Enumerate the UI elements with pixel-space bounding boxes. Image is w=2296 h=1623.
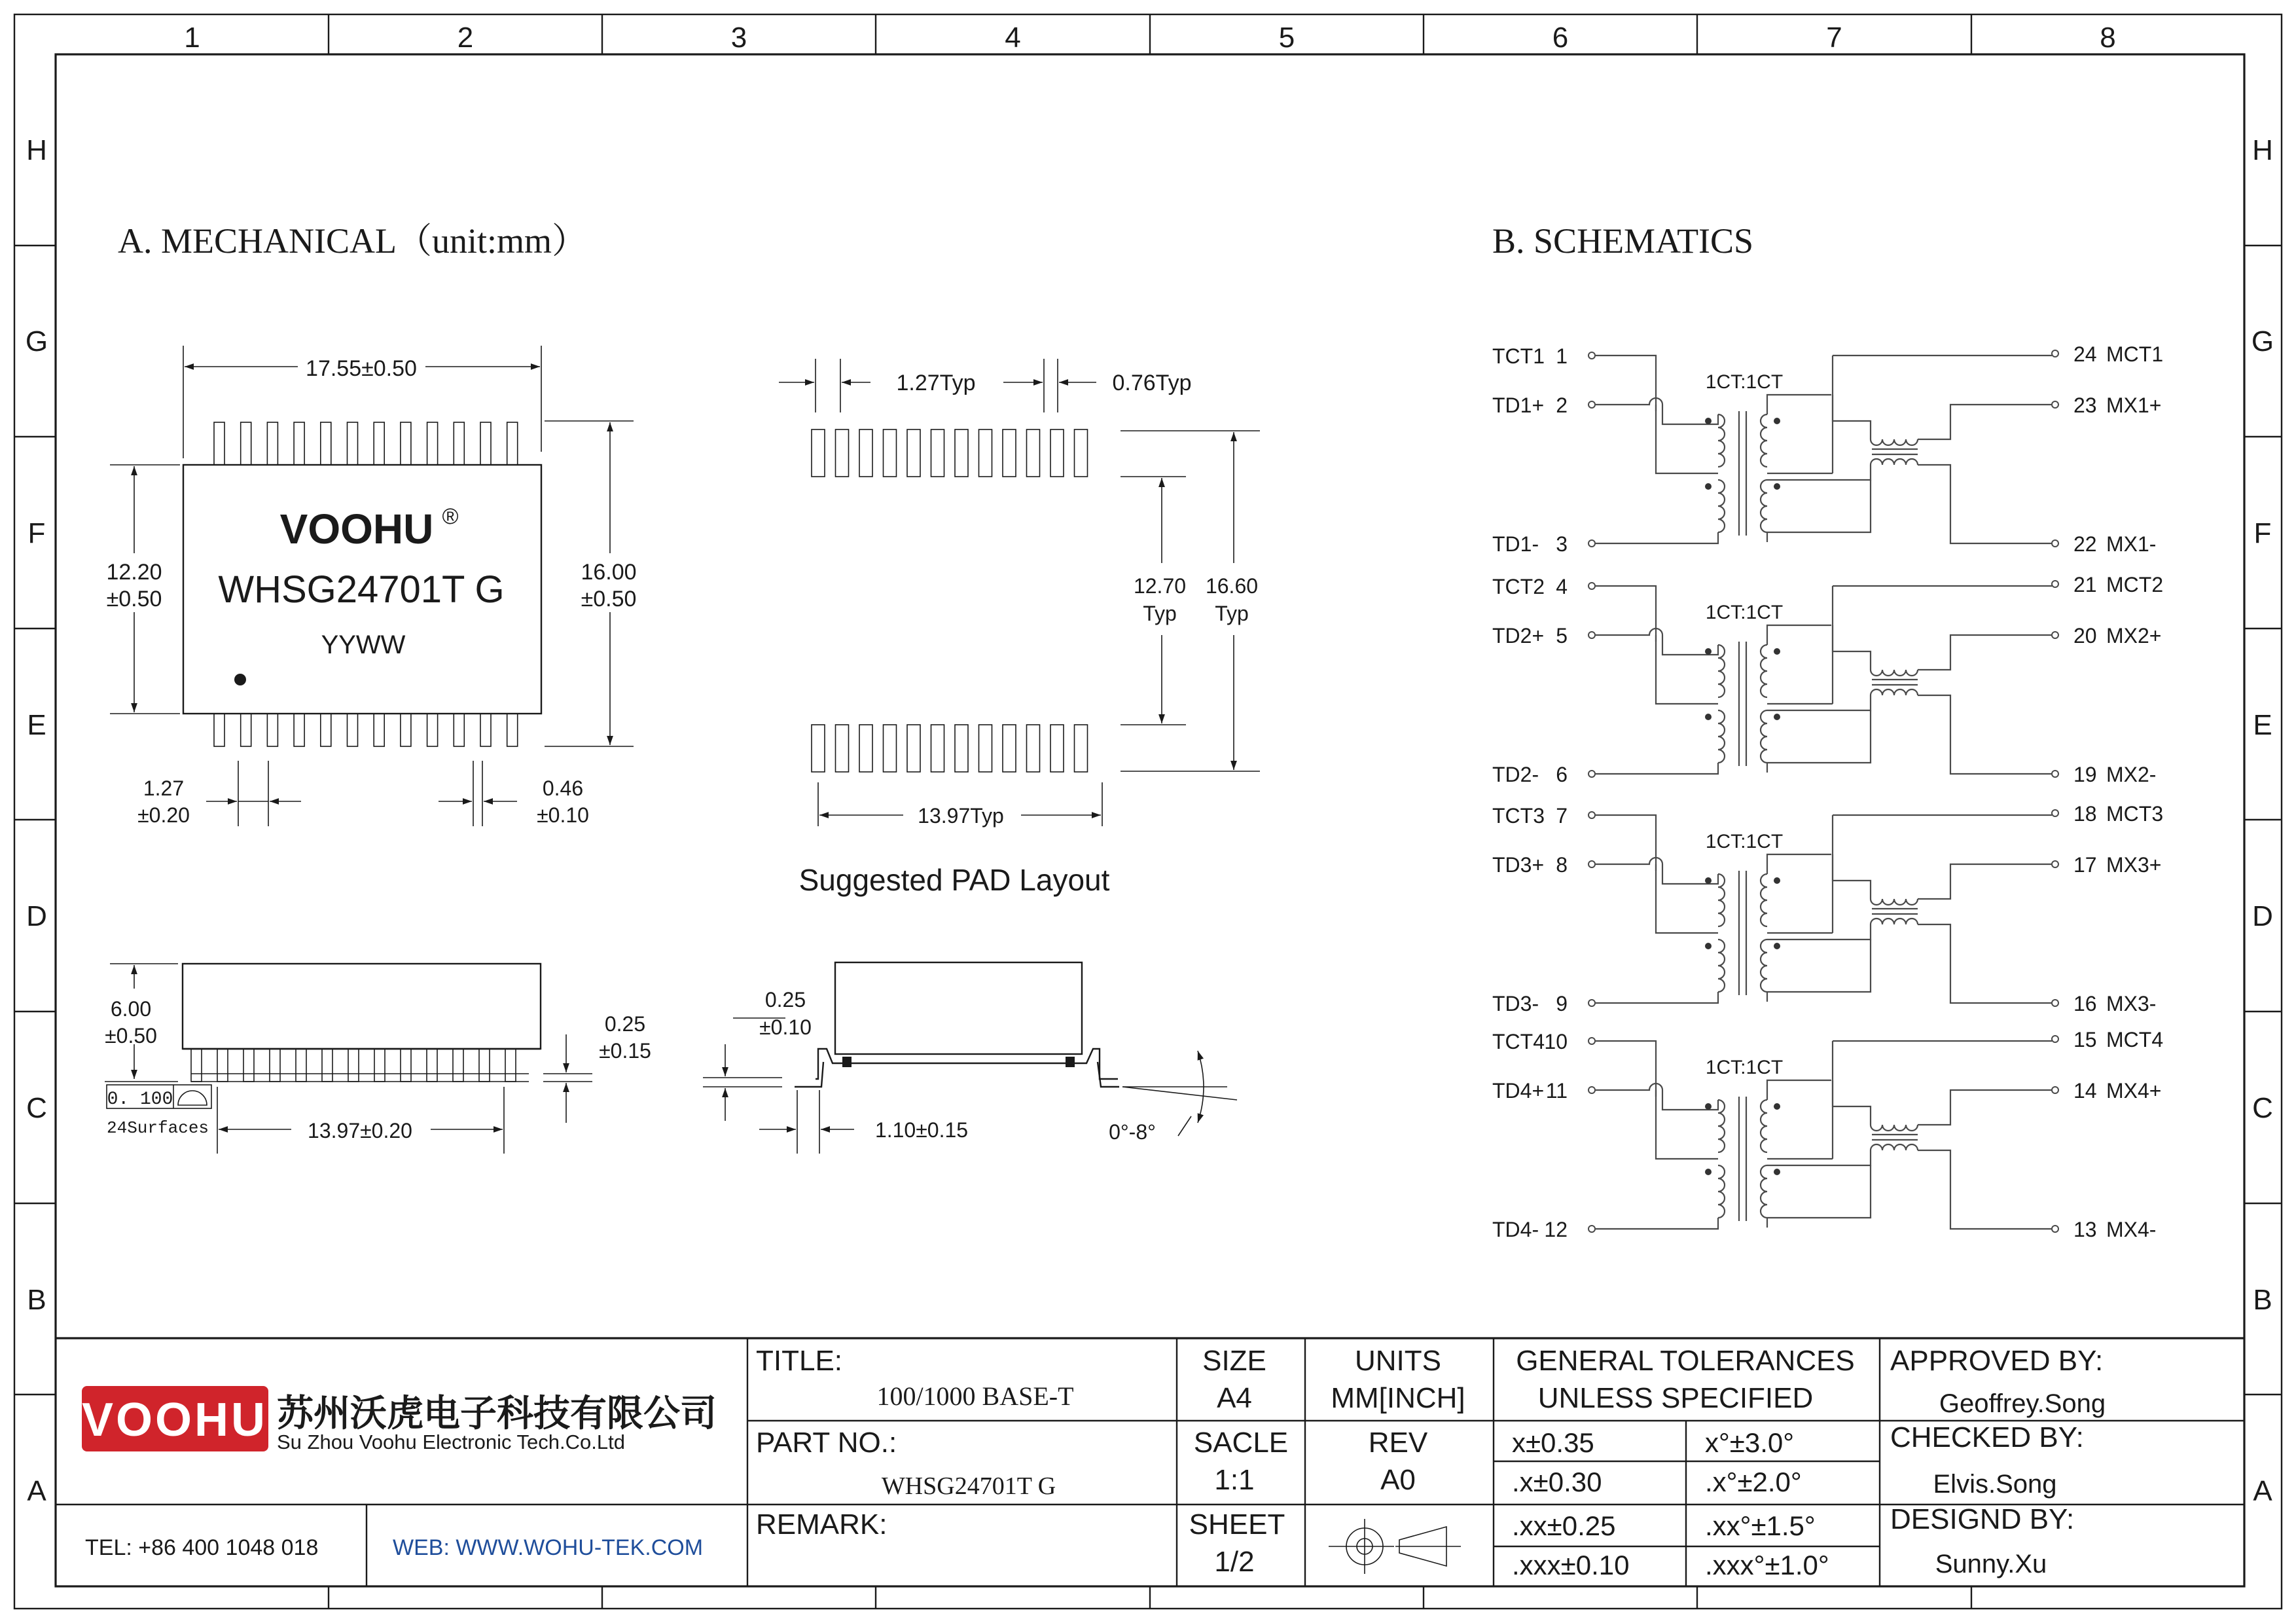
checked-value: Elvis.Song (1933, 1470, 2057, 1499)
pin-number-label: 14 (2073, 1079, 2097, 1103)
dim-foot-angle: 0°-8° (1109, 1120, 1156, 1144)
lead (505, 1049, 516, 1082)
side-body (183, 964, 541, 1049)
pin-name-label: TCT2 (1492, 575, 1545, 598)
dim-pad-inner-value: 12.70 (1133, 574, 1187, 598)
zone-column-label: 3 (730, 22, 747, 54)
pad (931, 429, 944, 477)
approved-label: APPROVED BY: (1890, 1345, 2104, 1377)
pad (955, 429, 968, 477)
title-value: 100/1000 BASE-T (876, 1381, 1074, 1411)
zone-column-label: 6 (1552, 22, 1569, 54)
lead (480, 422, 491, 465)
tolerance-angular: .x°±2.0° (1705, 1467, 1802, 1497)
pin-number-label: 24 (2073, 342, 2097, 366)
pin-number-label: 23 (2073, 393, 2097, 417)
remark-label: REMARK: (756, 1508, 888, 1541)
lead (191, 1049, 202, 1082)
dim-total-height-tol: ±0.50 (581, 587, 637, 611)
turns-ratio-label: 1CT:1CT (1705, 602, 1784, 623)
zone-row-label: B (2253, 1284, 2272, 1316)
lead (241, 422, 251, 465)
logo-text: VOOHU (81, 1394, 268, 1446)
pad (1050, 429, 1064, 477)
pad (884, 725, 897, 772)
zone-row-label: B (27, 1284, 46, 1316)
designed-label: DESIGND BY: (1890, 1503, 2075, 1535)
top-view-leads (214, 422, 518, 465)
pad (836, 429, 849, 477)
part-no-value: WHSG24701T G (881, 1472, 1056, 1500)
pin-name-label: TD2- (1492, 763, 1539, 786)
zone-row-label: G (2251, 325, 2274, 357)
pad (1027, 429, 1040, 477)
dim-lead-width-value: 0.46 (542, 776, 584, 800)
dim-lead-span: 13.97±0.20 (308, 1119, 412, 1142)
lead (374, 714, 384, 746)
mechanical-section (105, 221, 1260, 1154)
pin-number-label: 10 (1544, 1030, 1568, 1053)
lead (454, 714, 464, 746)
lead (294, 714, 304, 746)
lead (427, 1049, 437, 1082)
dim-pad-outer-typ: Typ (1215, 602, 1249, 625)
pin-name-label: MX2+ (2106, 624, 2162, 647)
lead (348, 422, 358, 465)
scale-value: 1:1 (1214, 1464, 1255, 1496)
pad (1050, 725, 1064, 772)
pad (859, 725, 872, 772)
tolerance-angular: x°±3.0° (1705, 1427, 1795, 1458)
pad (836, 725, 849, 772)
lead (243, 1049, 254, 1082)
end-view (703, 962, 1237, 1154)
zone-row-label: E (2253, 709, 2272, 741)
pin-number-label: 7 (1556, 804, 1568, 828)
pad-layout (779, 359, 1260, 897)
lead (427, 714, 438, 746)
pin-name-label: TD1- (1492, 532, 1539, 556)
lead (401, 1049, 411, 1082)
lead (321, 422, 331, 465)
zone-row-label: D (2252, 900, 2273, 932)
schematics-section (1492, 221, 2163, 1241)
pin-name-label: MCT2 (2106, 573, 2164, 596)
zone-row-label: A (27, 1475, 46, 1507)
dim-pad-outer-value: 16.60 (1205, 574, 1259, 598)
pin-name-label: MCT3 (2106, 802, 2164, 826)
pin-name-label: MX3- (2106, 992, 2157, 1015)
pad-layout-caption: Suggested PAD Layout (798, 863, 1110, 897)
pin-name-label: MX1- (2106, 532, 2157, 556)
lead (454, 422, 464, 465)
lead (267, 422, 278, 465)
pad (907, 725, 920, 772)
third-angle-projection-icon (1329, 1519, 1461, 1574)
tolerance-angular: .xx°±1.5° (1705, 1510, 1816, 1541)
dim-lead-thk-tol: ±0.15 (599, 1039, 651, 1063)
title-label: TITLE: (756, 1345, 843, 1377)
pin-number-label: 19 (2073, 763, 2097, 786)
pin-number-label: 15 (2073, 1028, 2097, 1051)
dim-pitch-value: 1.27 (143, 776, 185, 800)
zone-row-label: C (26, 1092, 47, 1124)
tolerance-linear: .xx±0.25 (1512, 1510, 1616, 1541)
rev-label: REV (1368, 1427, 1428, 1459)
lead (401, 714, 411, 746)
dim-pad-pitch: 1.27Typ (896, 371, 976, 395)
dim-pad-inner-typ: Typ (1143, 602, 1177, 625)
dim-lead-thk-value: 0.25 (604, 1012, 646, 1036)
checked-label: CHECKED BY: (1890, 1421, 2084, 1453)
zone-row-label: F (2253, 517, 2272, 549)
pad (1003, 429, 1016, 477)
dim-lead-width-tol: ±0.10 (537, 803, 589, 827)
pin-name-label: MX1+ (2106, 393, 2162, 417)
size-label: SIZE (1202, 1345, 1266, 1377)
pin-name-label: TCT1 (1492, 344, 1545, 368)
pin-number-label: 11 (1545, 1079, 1568, 1103)
lead (296, 1049, 306, 1082)
lead (241, 714, 251, 746)
pin-number-label: 8 (1556, 853, 1568, 877)
scale-label: SACLE (1193, 1427, 1289, 1459)
lead (214, 422, 224, 465)
company-tel: TEL: +86 400 1048 018 (85, 1535, 319, 1560)
date-code-marking: YYWW (321, 630, 406, 659)
coplanarity-value: 0. 100 (107, 1089, 173, 1110)
part-marking: WHSG24701T G (218, 568, 505, 611)
dim-body-width: 17.55±0.50 (306, 356, 417, 381)
lead (217, 1049, 228, 1082)
designed-value: Sunny.Xu (1935, 1550, 2047, 1578)
brand-marking: VOOHU (279, 505, 434, 553)
zone-row-label: C (2252, 1092, 2273, 1124)
dim-seat-height-value: 6.00 (110, 997, 152, 1021)
pads-bottom-row (812, 725, 1088, 772)
dim-body-height-value: 12.20 (106, 560, 162, 585)
pin-number-label: 21 (2073, 573, 2097, 596)
dim-standoff-value: 0.25 (764, 988, 806, 1012)
pad (907, 429, 920, 477)
tolerance-title-1: GENERAL TOLERANCES (1516, 1345, 1855, 1377)
company-logo (82, 1386, 268, 1451)
lead (214, 714, 224, 746)
dim-standoff-tol: ±0.10 (759, 1015, 812, 1039)
lead (401, 422, 411, 465)
lead (480, 714, 491, 746)
lead (270, 1049, 280, 1082)
pin-number-label: 2 (1556, 393, 1568, 417)
zone-column-label: 5 (1278, 22, 1295, 54)
end-body (835, 962, 1082, 1054)
lead (348, 1049, 359, 1082)
units-value: MM[INCH] (1331, 1382, 1465, 1414)
title-block (56, 1338, 2244, 1586)
sheet-value: 1/2 (1214, 1546, 1255, 1578)
tolerance-linear: .x±0.30 (1512, 1467, 1602, 1497)
dim-seat-height-tol: ±0.50 (105, 1024, 157, 1048)
pin-name-label: MX2- (2106, 763, 2157, 786)
zone-row-label: D (26, 900, 47, 932)
pin-number-label: 18 (2073, 802, 2097, 826)
tolerance-title-2: UNLESS SPECIFIED (1537, 1382, 1814, 1414)
company-name-cn: 苏州沃虎电子科技有限公司 (277, 1393, 717, 1434)
side-view (105, 964, 651, 1154)
pin-number-label: 5 (1556, 624, 1568, 647)
pin-number-label: 3 (1556, 532, 1568, 556)
pin1-dot-icon (234, 674, 246, 685)
pin-name-label: TCT4 (1492, 1030, 1545, 1053)
pin-name-label: MX3+ (2106, 853, 2162, 877)
pin-name-label: MCT1 (2106, 342, 2164, 366)
lead (374, 1049, 385, 1082)
zone-row-label: F (27, 517, 46, 549)
lead (479, 1049, 490, 1082)
company-name-en: Su Zhou Voohu Electronic Tech.Co.Ltd (277, 1431, 625, 1453)
units-label: UNITS (1355, 1345, 1441, 1377)
pad (931, 725, 944, 772)
dim-pitch-tol: ±0.20 (137, 803, 190, 827)
pin-number-label: 12 (1544, 1218, 1568, 1241)
sheet-label: SHEET (1189, 1508, 1285, 1541)
top-view (106, 346, 636, 827)
lead (267, 714, 278, 746)
lead (427, 422, 438, 465)
zone-row-label: E (27, 709, 46, 741)
zone-column-label: 4 (1005, 22, 1021, 54)
profile-of-surface-icon (178, 1091, 207, 1105)
zone-column-label: 1 (184, 22, 200, 54)
pin-name-label: TD1+ (1492, 393, 1545, 417)
lead (348, 714, 358, 746)
tolerance-linear: .xxx±0.10 (1512, 1550, 1630, 1580)
pin-number-label: 6 (1556, 763, 1568, 786)
zone-row-label: A (2253, 1475, 2272, 1507)
dim-pad-width: 0.76Typ (1112, 371, 1192, 395)
turns-ratio-label: 1CT:1CT (1705, 1057, 1784, 1078)
pads-top-row (812, 429, 1088, 477)
lead (322, 1049, 332, 1082)
bottom-view-leads (214, 714, 518, 746)
zone-row-label: H (26, 134, 47, 166)
dim-total-height-value: 16.00 (581, 560, 637, 585)
pin-name-label: TD4+ (1492, 1079, 1545, 1103)
side-view-leads (183, 1049, 541, 1082)
pad (979, 429, 992, 477)
company-web[interactable]: WEB: WWW.WOHU-TEK.COM (393, 1535, 704, 1560)
pad (812, 429, 825, 477)
turns-ratio-label: 1CT:1CT (1705, 831, 1784, 852)
mechanical-heading: A. MECHANICAL（unit:mm） (118, 221, 588, 261)
pin-name-label: MX4- (2106, 1218, 2157, 1241)
turns-ratio-label: 1CT:1CT (1705, 371, 1784, 393)
pad (1027, 725, 1040, 772)
lead (453, 1049, 463, 1082)
pad (1003, 725, 1016, 772)
coplanarity-note: 24Surfaces (107, 1118, 209, 1138)
tolerance-angular: .xxx°±1.0° (1705, 1550, 1829, 1580)
zone-column-label: 2 (457, 22, 474, 54)
dim-pad-span: 13.97Typ (918, 804, 1004, 828)
tolerance-linear: x±0.35 (1512, 1427, 1594, 1458)
pad (812, 725, 825, 772)
zone-row-label: G (25, 325, 48, 357)
pin-name-label: TD3- (1492, 992, 1539, 1015)
pin-name-label: TCT3 (1492, 804, 1545, 828)
pin-number-label: 9 (1556, 992, 1568, 1015)
schematic-diagram (1492, 342, 2163, 1241)
pin-name-label: TD4- (1492, 1218, 1539, 1241)
lead (321, 714, 331, 746)
pin-number-label: 20 (2073, 624, 2097, 647)
pin-number-label: 1 (1556, 344, 1568, 368)
pin-name-label: MCT4 (2106, 1028, 2164, 1051)
pad (1075, 429, 1088, 477)
pad (859, 429, 872, 477)
pad (955, 725, 968, 772)
pin-number-label: 4 (1556, 575, 1568, 598)
lead (294, 422, 304, 465)
pin-number-label: 16 (2073, 992, 2097, 1015)
dim-foot-length: 1.10±0.15 (874, 1118, 969, 1142)
pin-number-label: 22 (2073, 532, 2097, 556)
lead (374, 422, 384, 465)
size-value: A4 (1217, 1382, 1252, 1414)
lead (507, 422, 518, 465)
pad (979, 725, 992, 772)
registered-mark: ® (442, 504, 459, 529)
zone-column-label: 7 (1826, 22, 1842, 54)
pin-name-label: TD2+ (1492, 624, 1545, 647)
transformer-channel (1492, 342, 2163, 556)
transformer-channel (1492, 1028, 2163, 1241)
pin-name-label: TD3+ (1492, 853, 1545, 877)
dim-body-height-tol: ±0.50 (106, 587, 162, 611)
pin-number-label: 13 (2073, 1218, 2097, 1241)
approved-value: Geoffrey.Song (1939, 1389, 2106, 1418)
pin-name-label: MX4+ (2106, 1079, 2162, 1103)
lead (507, 714, 518, 746)
schematics-heading: B. SCHEMATICS (1492, 221, 1754, 261)
pin-number-label: 17 (2073, 853, 2097, 877)
rev-value: A0 (1380, 1464, 1416, 1496)
pad (1075, 725, 1088, 772)
transformer-channel (1492, 573, 2163, 786)
zone-row-label: H (2252, 134, 2273, 166)
part-no-label: PART NO.: (756, 1427, 897, 1459)
pad (884, 429, 897, 477)
zone-column-label: 8 (2100, 22, 2116, 54)
transformer-channel (1492, 802, 2163, 1015)
